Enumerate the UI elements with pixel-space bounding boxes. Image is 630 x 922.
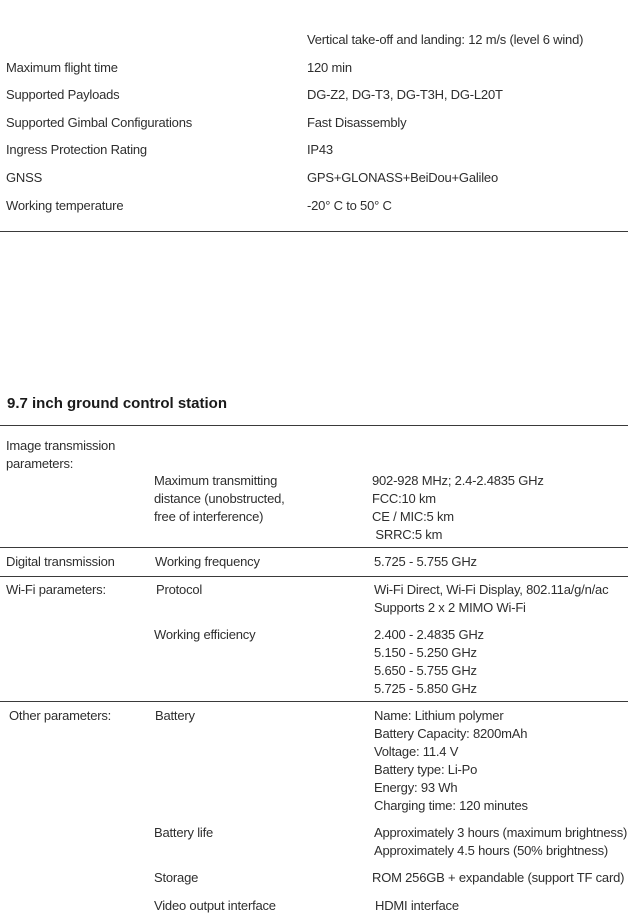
param-value (372, 472, 544, 544)
param-label: Storage (154, 870, 199, 885)
table-divider (0, 425, 628, 426)
param-label: Battery (155, 708, 195, 723)
value-line: Approximately 4.5 hours (50% brightness) (374, 843, 609, 858)
value-line: Approximately 3 hours (maximum brightness) (374, 825, 628, 840)
param-value: 5.725 - 5.755 GHz (374, 554, 477, 569)
param-label: Working frequency (155, 554, 260, 569)
param-value (374, 824, 627, 860)
table-divider (0, 576, 628, 577)
spec-label: Working temperature (6, 198, 124, 213)
value-line: Voltage: 11.4 V (374, 744, 459, 759)
param-line: distance (unobstructed, (154, 491, 285, 506)
category-label: Wi-Fi parameters: (6, 582, 106, 597)
value-line: Charging time: 120 minutes (374, 798, 528, 813)
value-line: 2.400 - 2.4835 GHz (374, 627, 484, 642)
category-label: Digital transmission (6, 554, 115, 569)
spec-label: Maximum flight time (6, 60, 118, 75)
spec-value: 120 min (307, 60, 352, 75)
table-divider (0, 231, 628, 232)
value-line: Name: Lithium polymer (374, 708, 504, 723)
param-value (374, 581, 608, 617)
value-line: 902-928 MHz; 2.4-2.4835 GHz (372, 473, 544, 488)
spec-value: -20° C to 50° C (307, 198, 392, 213)
param-value: ROM 256GB + expandable (support TF card) (372, 870, 625, 885)
spec-value: GPS+GLONASS+BeiDou+Galileo (307, 170, 498, 185)
spec-label: GNSS (6, 170, 43, 185)
param-label: Video output interface (154, 898, 276, 913)
value-line: 5.650 - 5.755 GHz (374, 663, 477, 678)
spec-value: Fast Disassembly (307, 115, 407, 130)
param-value (374, 707, 528, 815)
value-line: Supports 2 x 2 MIMO Wi-Fi (374, 600, 526, 615)
spec-value-wind-resistance: Vertical take-off and landing: 12 m/s (level 6 wind) (307, 32, 584, 47)
param-label: Battery life (154, 825, 214, 840)
value-line: Energy: 93 Wh (374, 780, 458, 795)
spec-value: IP43 (307, 142, 333, 157)
table-divider (0, 701, 628, 702)
param-value: HDMI interface (375, 898, 459, 913)
section-title: 9.7 inch ground control station (7, 395, 228, 412)
spec-label: Supported Payloads (6, 87, 120, 102)
category-label: Other parameters: (9, 708, 112, 723)
table-divider (0, 547, 628, 548)
value-line: Wi-Fi Direct, Wi-Fi Display, 802.11a/g/n/ac (374, 582, 609, 597)
value-line: CE / MIC:5 km (372, 509, 454, 524)
value-line: Battery type: Li-Po (374, 762, 478, 777)
value-line: 5.150 - 5.250 GHz (374, 645, 477, 660)
param-line: Maximum transmitting (154, 473, 278, 488)
param-line: free of interference) (154, 509, 264, 524)
value-line: Battery Capacity: 8200mAh (374, 726, 528, 741)
param-label (154, 472, 285, 526)
spec-label: Supported Gimbal Configurations (6, 115, 193, 130)
param-value (374, 626, 484, 698)
category-label: parameters: (6, 456, 74, 471)
value-line: FCC:10 km (372, 491, 436, 506)
spec-value: DG-Z2, DG-T3, DG-T3H, DG-L20T (307, 87, 503, 102)
value-line: 5.725 - 5.850 GHz (374, 681, 477, 696)
spec-label: Ingress Protection Rating (6, 142, 147, 157)
value-line: SRRC:5 km (372, 527, 443, 542)
category-label: Image transmission (6, 438, 116, 453)
param-label: Working efficiency (154, 627, 256, 642)
param-label: Protocol (156, 582, 203, 597)
